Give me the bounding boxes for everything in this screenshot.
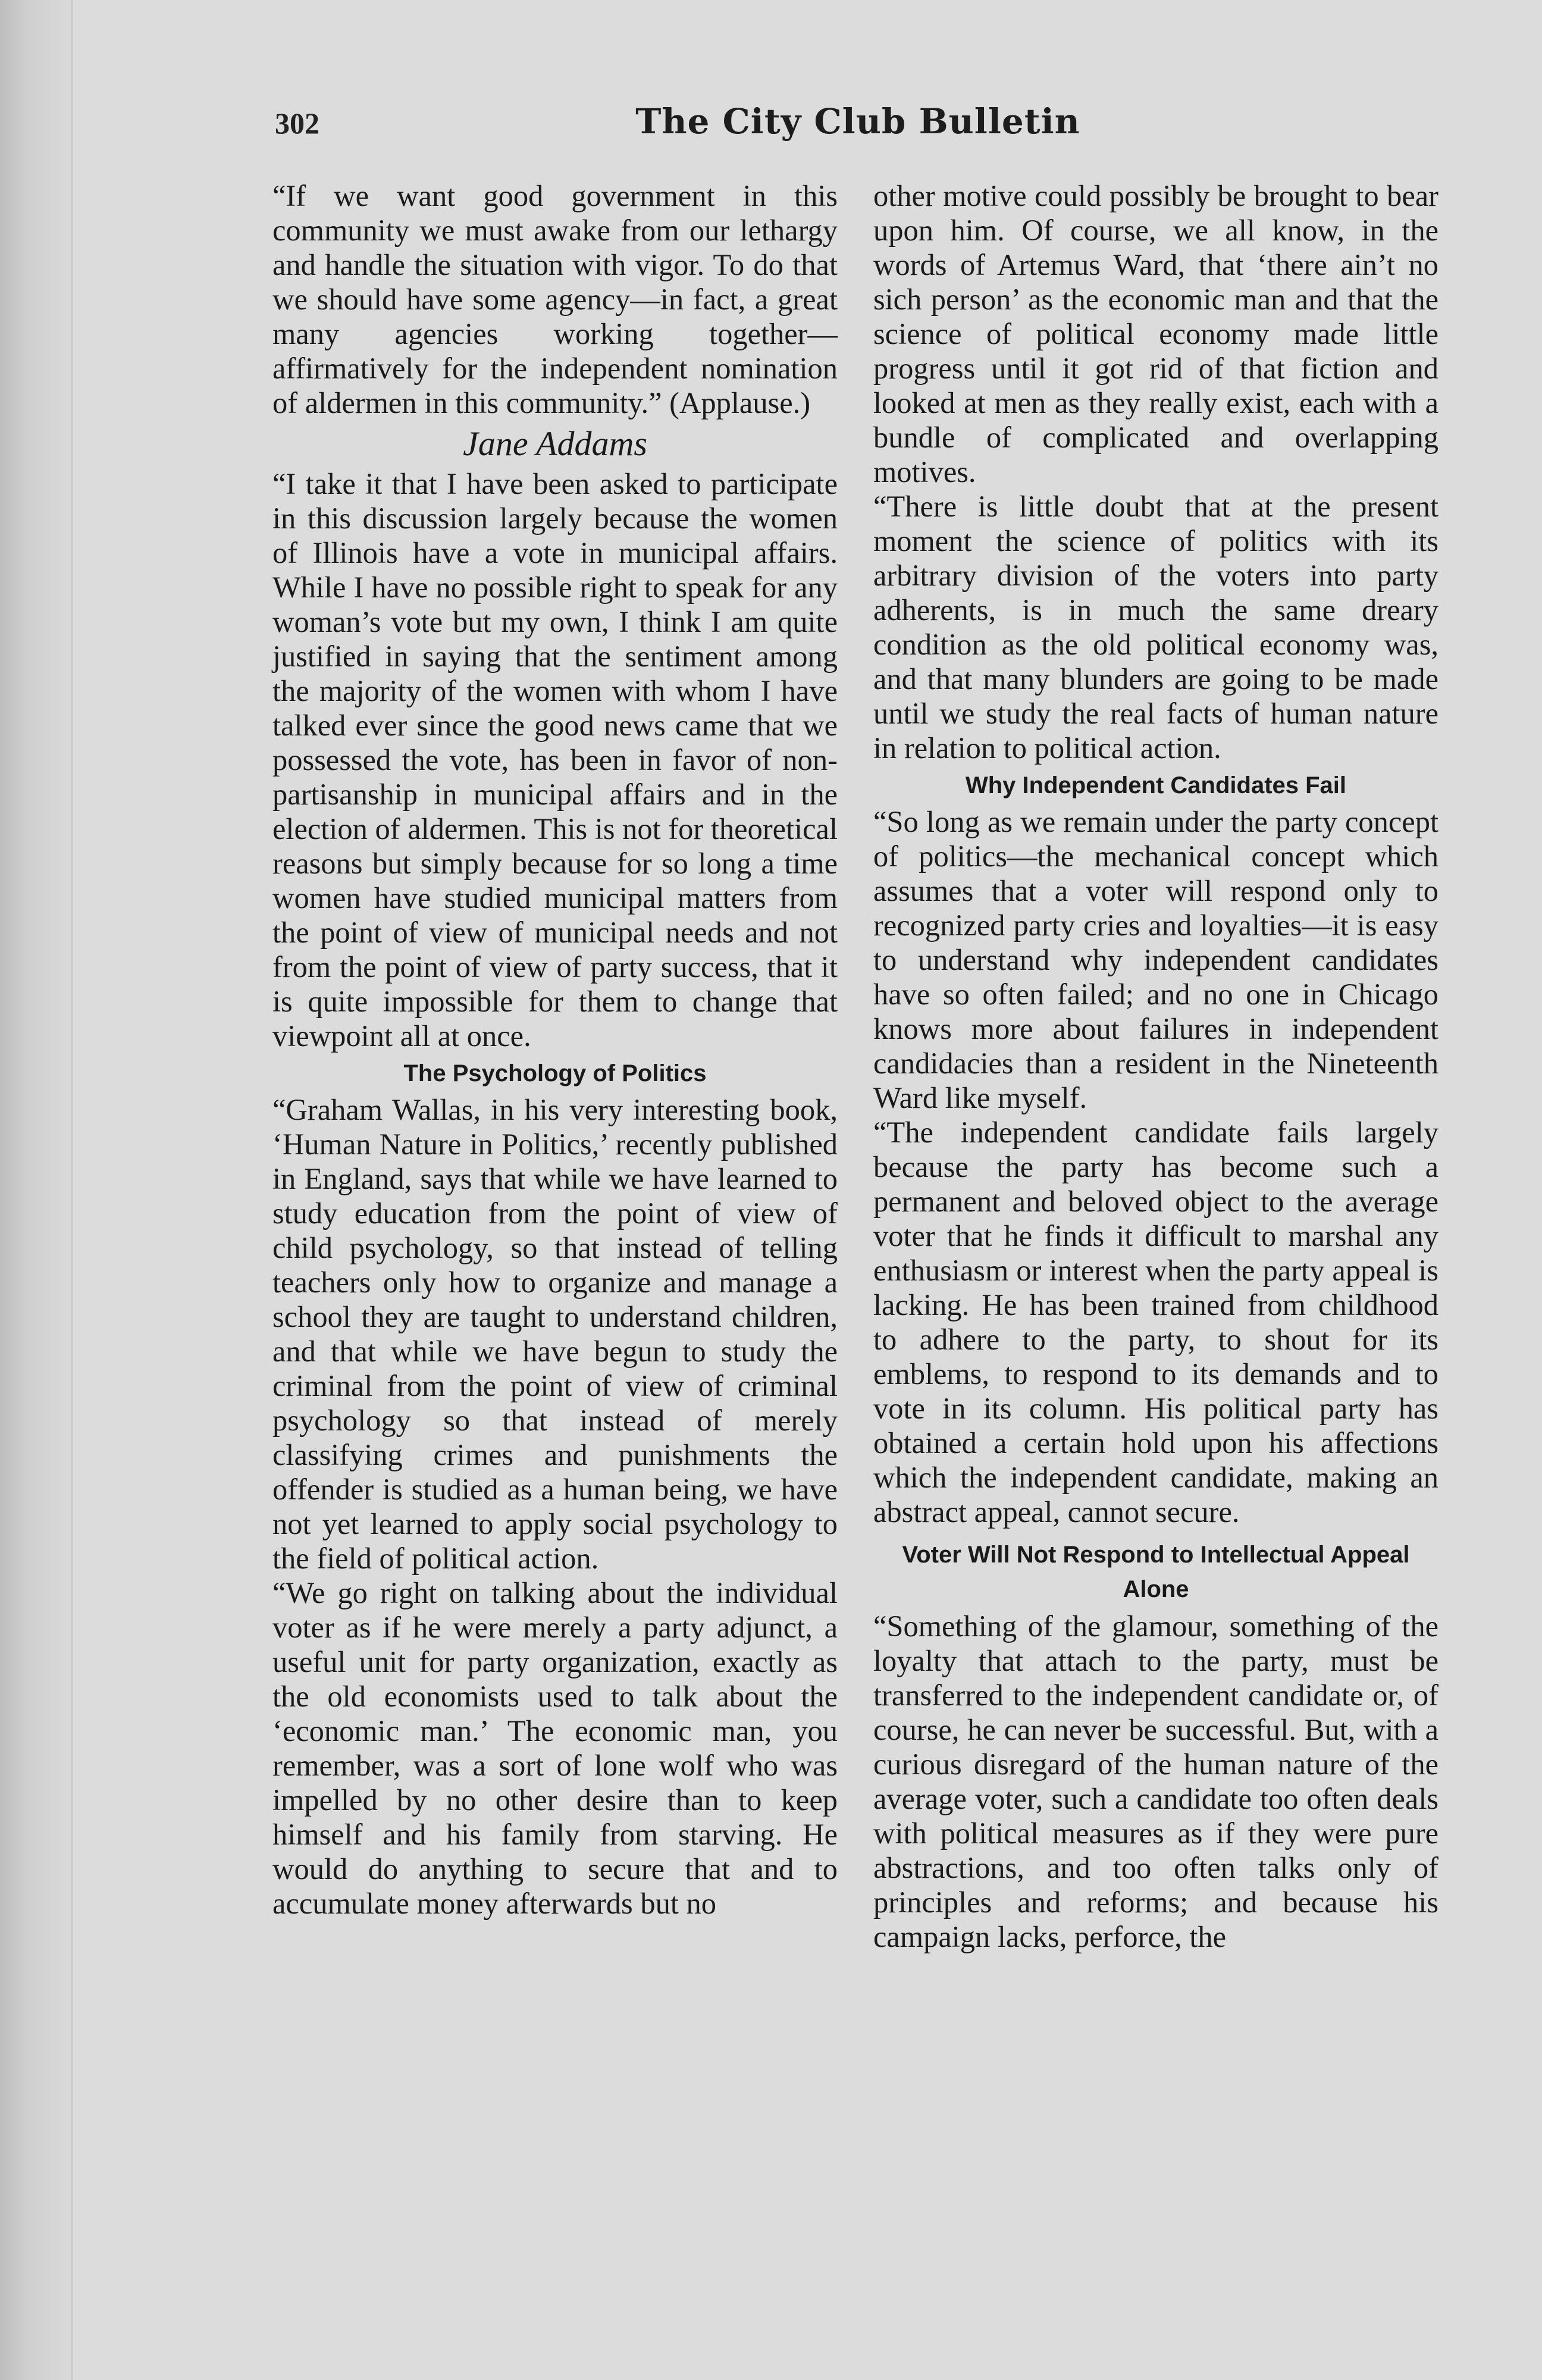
paragraph: “Graham Wallas, in his very interesting book, ‘Human Nature in Politics,’ recently published in England, says that while we have learned to study education from the point of view of child psychology, so that instead of telling teachers only how to organize and manage a school they are taught to understand children, and that while we have begun to study the criminal from the point of view of criminal psychology so that instead of merely classifying crimes and punishments the offender is studied as a human being, we have not yet learned to apply social psychology to the field of political action. xyxy=(272,1093,838,1575)
right-column xyxy=(873,178,1438,1954)
section-subheading: Why Independent Candidates Fail xyxy=(965,772,1347,798)
paragraph: “Something of the glamour, something of the loyalty that attach to the party, must be transferred to the independent candidate or, of course, he can never be successful. But, with a curious disregard of the human nature of the average voter, such a candidate too often deals with political measures as if they were pure abstractions, and too often talks only of principles and reforms; and because his campaign lacks, perforce, the xyxy=(873,1609,1438,1953)
paragraph: “I take it that I have been asked to participate in this discussion largely because the women of Illinois have a vote in municipal affairs. While I have no possible right to speak for any woman’s vote but my own, I think I am quite justified in saying that the sentiment among the majority of the women with whom I have talked ever since the good news came that we possessed the vote, has been in favor of non-partisanship in municipal affairs and in the election of aldermen. This is not for theoretical reasons but simply because for so long a time women have studied municipal matters from the point of view of municipal needs and not from the point of view of party success, that it is quite impossible for them to change that viewpoint all at once. xyxy=(272,467,838,1053)
section-subheading: The Psychology of Politics xyxy=(403,1060,707,1086)
left-column xyxy=(272,178,838,1921)
page-number: 302 xyxy=(275,107,319,140)
paragraph: “If we want good government in this community we must awake from our lethargy and handle the situation with vigor. To do that we should have some agency—in fact, a great many agencies working together—affirmatively for the independent nomination of aldermen in this community.” (Applause.) xyxy=(272,179,838,419)
paragraph: “There is little doubt that at the present moment the science of politics with its arbitrary division of the voters into party adherents, is in much the same dreary condition as the old political economy was, and that many blunders are going to be made until we study the real facts of human nature in relation to political action. xyxy=(873,490,1438,765)
page-binding-edge xyxy=(0,0,73,2380)
speaker-name: Jane Addams xyxy=(463,424,647,463)
page-header xyxy=(275,101,1441,155)
paragraph: “The independent candidate fails largely because the party has become such a permanent and beloved object to the average voter that he finds it difficult to marshal any enthusiasm or interest when the party appeal is lacking. He has been trained from childhood to adhere to the party, to shout for its emblems, to respond to its demands and to vote in its column. His political party has obtained a certain hold upon his affections which the independent candidate, making an abstract appeal, cannot secure. xyxy=(873,1116,1438,1529)
paragraph: “We go right on talking about the individual voter as if he were merely a party adjunct, a useful unit for party organization, exactly as the old economists used to talk about the ‘economic man.’ The economic man, you remember, was a sort of lone wolf who was impelled by no other desire than to keep himself and his family from starving. He would do anything to secure that and to accumulate money afterwards but no xyxy=(272,1576,838,1920)
paragraph: other motive could possibly be brought to bear upon him. Of course, we all know, in the words of Artemus Ward, that ‘there ain’t no sich person’ as the economic man and that the science of political economy made little progress until it got rid of that fiction and looked at men as they really exist, each with a bundle of complicated and overlapping motives. xyxy=(873,179,1438,488)
paragraph: “So long as we remain under the party concept of politics—the mechanical concept which assumes that a voter will respond only to recognized party cries and loyalties—it is easy to understand why independent candidates have so often failed; and no one in Chicago knows more about failures in independent candidacies than a resident in the Nineteenth Ward like myself. xyxy=(873,805,1438,1114)
journal-title: The City Club Bulletin xyxy=(635,101,1080,142)
section-subheading: Voter Will Not Respond to Intellectual Appeal Alone xyxy=(902,1542,1410,1602)
